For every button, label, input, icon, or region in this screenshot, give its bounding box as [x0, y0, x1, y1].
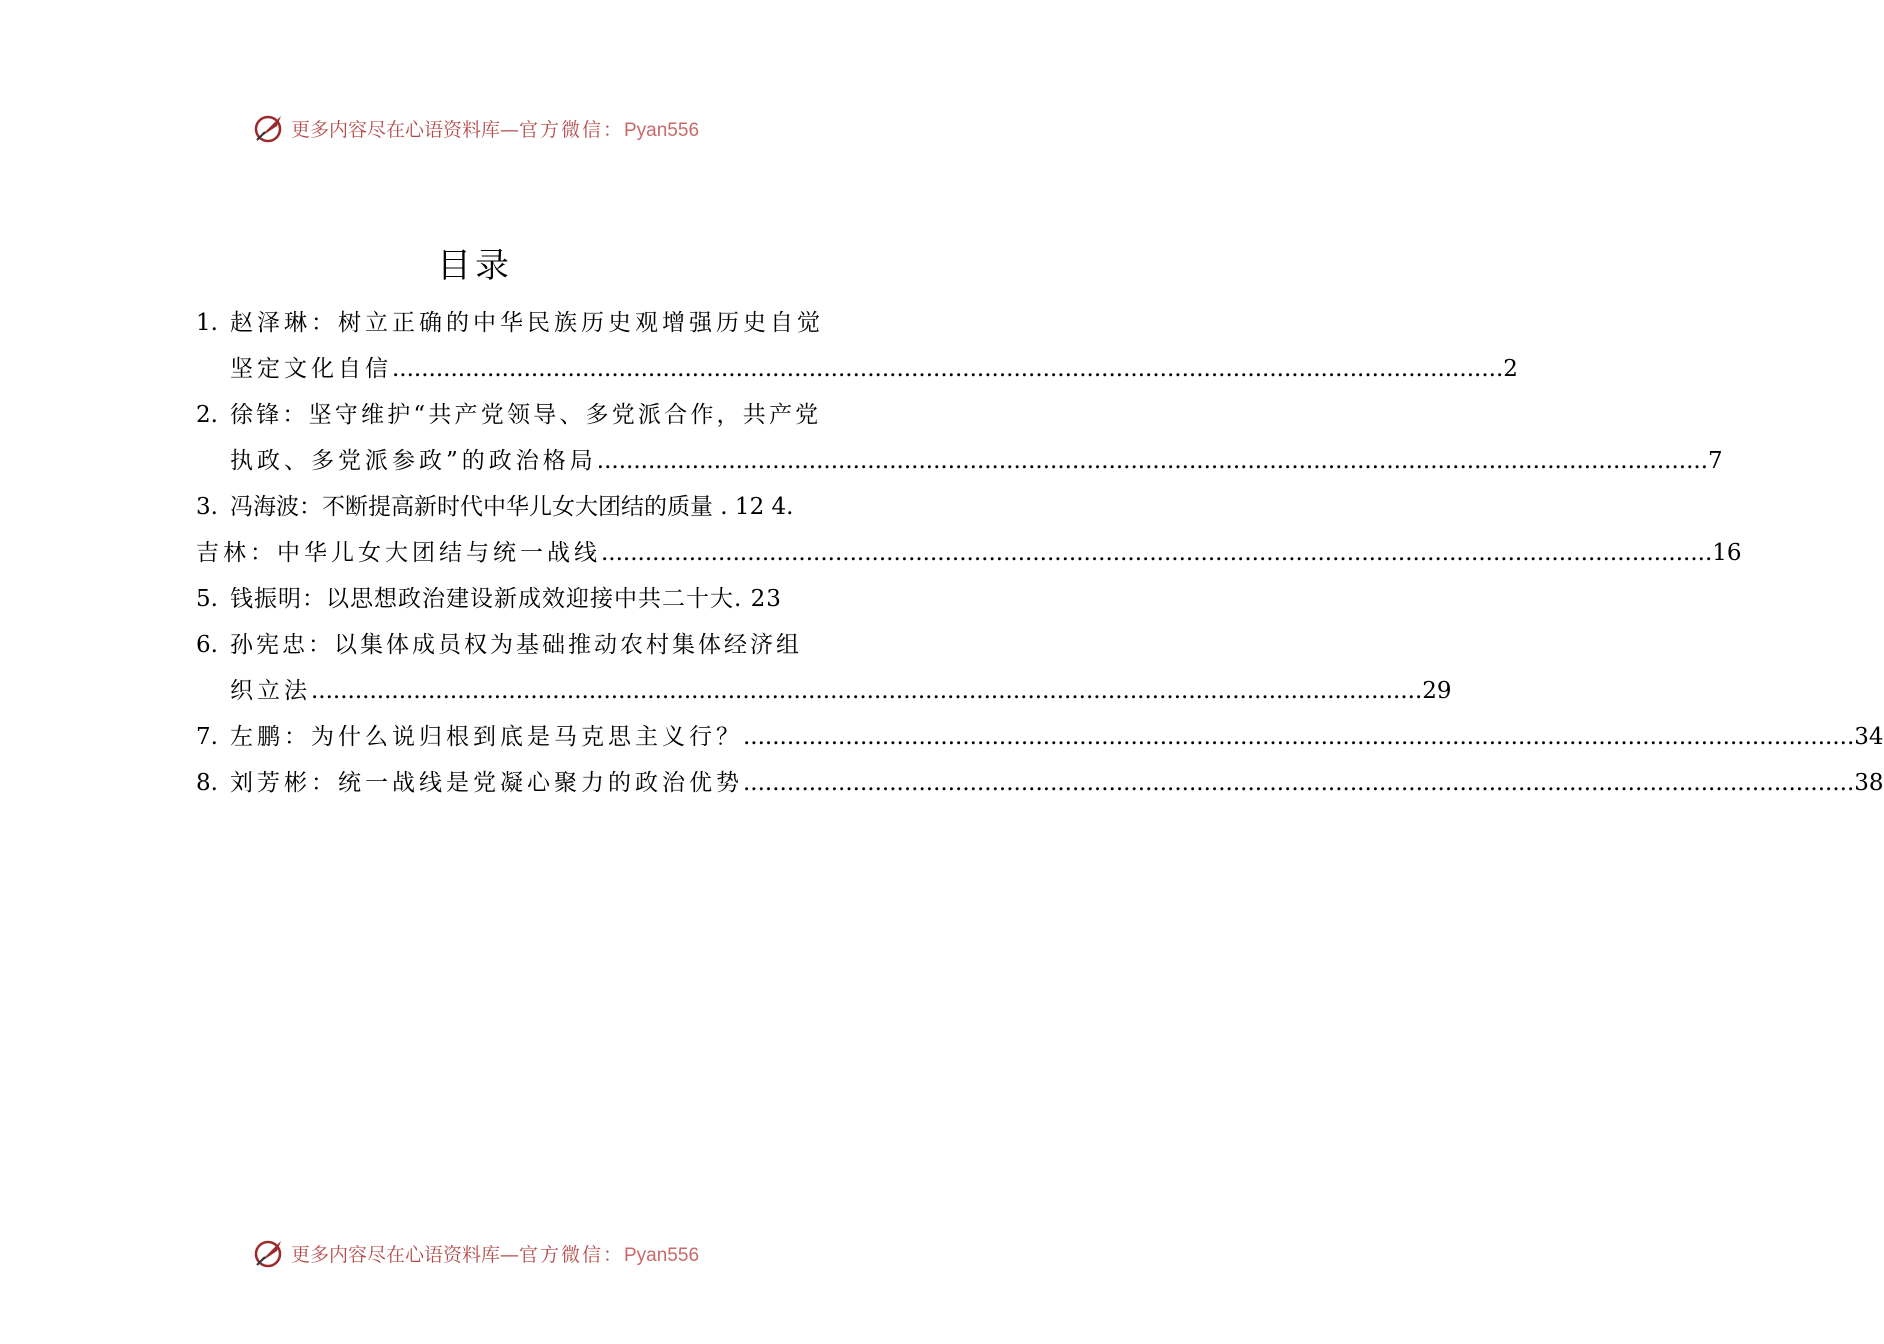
toc-title: 孙宪忠：以集体成员权为基础推动农村集体经济组 — [230, 632, 802, 658]
toc-item-continuation[interactable] — [196, 438, 1723, 484]
toc-number: 8. — [196, 770, 218, 796]
toc-item[interactable] — [196, 622, 804, 668]
table-of-contents — [196, 300, 1884, 806]
header-banner — [0, 108, 950, 148]
toc-number: 6. — [196, 632, 218, 658]
leader-dots — [392, 346, 1503, 392]
toc-title: 钱振明：以思想政治建设新成效迎接中共二十大. 23 — [230, 586, 782, 612]
toc-number: 5. — [196, 586, 218, 612]
quill-logo-icon — [251, 110, 287, 146]
toc-title: 刘芳彬：统一战线是党凝心聚力的政治优势 — [230, 770, 743, 796]
banner-text: 更多内容尽在心语资料库—官方微信：Pyan556 — [290, 1243, 700, 1266]
toc-number: 7. — [196, 724, 218, 750]
toc-item[interactable] — [196, 300, 824, 346]
leader-dots — [601, 530, 1712, 576]
toc-item[interactable] — [196, 484, 804, 530]
toc-page: 38 — [1854, 770, 1884, 796]
toc-number: 2. — [196, 402, 218, 428]
toc-item[interactable] — [196, 530, 1742, 576]
toc-number: 3. — [196, 494, 218, 520]
toc-item-continuation[interactable] — [196, 346, 1518, 392]
toc-title: 织立法 — [230, 678, 311, 704]
toc-page: 16 — [1712, 540, 1742, 566]
toc-item[interactable] — [196, 760, 1884, 806]
toc-title: 徐锋：坚守维护“共产党领导、多党派合作，共产党 — [230, 402, 822, 428]
toc-title: 冯海波：不断提高新时代中华儿女大团结的质量 . 12 4. — [230, 494, 794, 520]
leader-dots — [743, 714, 1854, 760]
quill-logo-icon — [251, 1235, 287, 1271]
leader-dots — [597, 438, 1708, 484]
leader-dots — [311, 668, 1422, 714]
toc-page: 7 — [1708, 448, 1723, 474]
toc-item[interactable] — [196, 714, 1884, 760]
toc-number: 1. — [196, 310, 218, 336]
toc-page: 34 — [1854, 724, 1884, 750]
toc-title: 执政、多党派参政”的政治格局 — [230, 448, 597, 474]
leader-dots — [743, 760, 1854, 806]
footer-banner — [0, 1233, 950, 1273]
toc-page: 2 — [1503, 356, 1518, 382]
banner-text: 更多内容尽在心语资料库—官方微信：Pyan556 — [290, 118, 700, 141]
toc-title: 左鹏：为什么说归根到底是马克思主义行？ — [230, 724, 743, 750]
toc-page: 29 — [1422, 678, 1452, 704]
toc-item[interactable] — [196, 576, 804, 622]
toc-item[interactable] — [196, 392, 822, 438]
toc-title: 坚定文化自信 — [230, 356, 392, 382]
toc-title: 吉林：中华儿女大团结与统一战线 — [196, 540, 601, 566]
toc-item-continuation[interactable] — [196, 668, 1452, 714]
page-title: 目录 — [437, 246, 513, 286]
toc-title: 赵泽琳：树立正确的中华民族历史观增强历史自觉 — [230, 310, 824, 336]
